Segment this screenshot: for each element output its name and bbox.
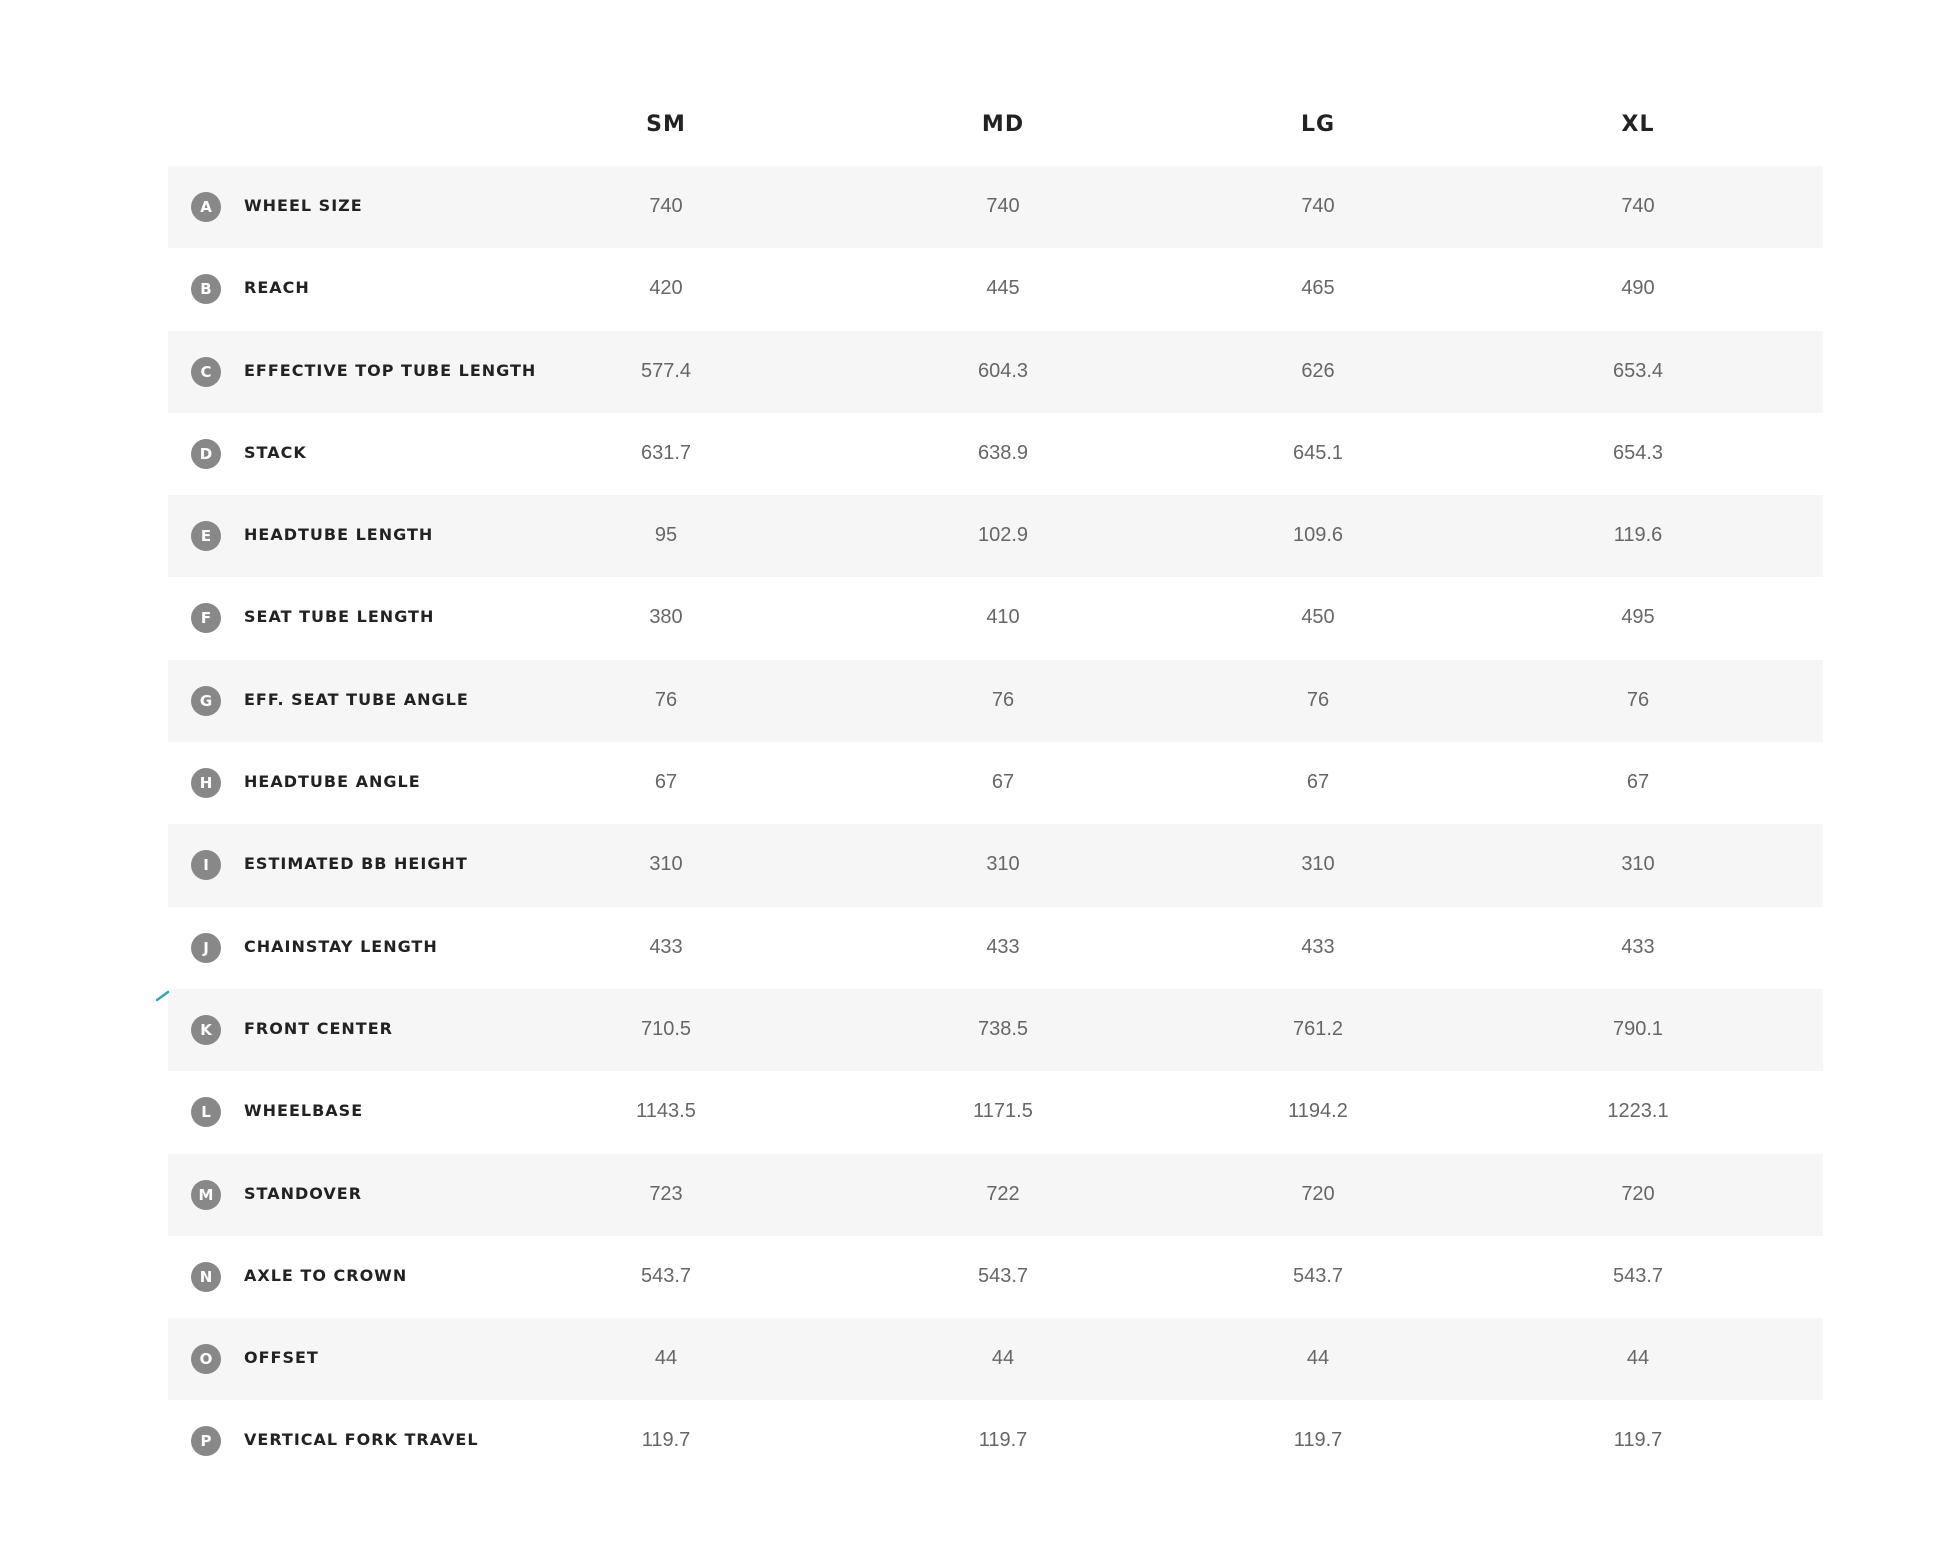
value-cell-lg: 465 [1301, 277, 1335, 300]
value-cell-xl: 1223.1 [1607, 1100, 1669, 1123]
column-header-md: MD [981, 112, 1025, 137]
value-cell-md: 119.7 [978, 1429, 1028, 1452]
row-letter-badge: K [191, 1015, 221, 1045]
column-header-lg: LG [1300, 112, 1336, 137]
value-cell-sm: 543.7 [640, 1264, 692, 1287]
value-cell-sm: 723 [649, 1182, 683, 1205]
value-cell-xl: 119.6 [1613, 524, 1663, 547]
value-cell-xl: 790.1 [1612, 1017, 1664, 1040]
table-row [168, 824, 1823, 906]
value-cell-md: 722 [986, 1182, 1020, 1205]
row-letter-badge: H [191, 768, 221, 798]
row-letter-badge: N [191, 1262, 221, 1292]
table-row [168, 331, 1823, 413]
row-label: OFFSET [244, 1348, 319, 1368]
table-row [168, 248, 1823, 330]
row-label: ESTIMATED BB HEIGHT [244, 854, 468, 874]
value-cell-lg: 761.2 [1292, 1017, 1344, 1040]
table-row [168, 989, 1823, 1071]
value-cell-xl: 44 [1626, 1347, 1650, 1370]
table-body [168, 166, 1823, 1483]
value-cell-xl: 67 [1626, 771, 1650, 794]
value-cell-sm: 1143.5 [636, 1100, 696, 1123]
row-letter-badge: B [191, 274, 221, 304]
value-cell-md: 433 [986, 935, 1020, 958]
value-cell-xl: 119.7 [1613, 1429, 1663, 1452]
value-cell-md: 44 [991, 1347, 1015, 1370]
value-cell-md: 543.7 [977, 1264, 1029, 1287]
column-header-sm: SM [646, 112, 686, 137]
value-cell-md: 604.3 [977, 359, 1029, 382]
value-cell-md: 1171.5 [973, 1100, 1033, 1123]
column-header-xl: XL [1621, 112, 1655, 137]
table-row [168, 1154, 1823, 1236]
value-cell-md: 76 [991, 688, 1015, 711]
value-cell-lg: 310 [1301, 853, 1335, 876]
value-cell-md: 738.5 [977, 1017, 1029, 1040]
value-cell-sm: 119.7 [641, 1429, 691, 1452]
value-cell-xl: 490 [1621, 277, 1655, 300]
row-letter-badge: G [191, 686, 221, 716]
row-letter-badge: O [191, 1344, 221, 1374]
table-row [168, 660, 1823, 742]
value-cell-lg: 44 [1306, 1347, 1330, 1370]
value-cell-xl: 433 [1621, 935, 1655, 958]
value-cell-lg: 740 [1301, 195, 1335, 217]
value-cell-lg: 645.1 [1292, 441, 1344, 464]
value-cell-lg: 450 [1301, 606, 1335, 629]
table-row [168, 577, 1823, 659]
value-cell-xl: 543.7 [1612, 1264, 1664, 1287]
row-letter-badge: I [191, 850, 221, 880]
row-label: WHEELBASE [244, 1101, 364, 1121]
table-row [168, 1400, 1823, 1482]
value-cell-lg: 119.7 [1293, 1429, 1343, 1452]
value-cell-md: 410 [986, 606, 1020, 629]
value-cell-sm: 433 [649, 935, 683, 958]
row-label: WHEEL SIZE [244, 196, 363, 215]
row-letter-badge: P [191, 1426, 221, 1456]
row-label: EFF. SEAT TUBE ANGLE [244, 689, 469, 709]
row-label: CHAINSTAY LENGTH [244, 936, 438, 956]
value-cell-sm: 67 [654, 771, 678, 794]
table-row [168, 166, 1823, 248]
value-cell-sm: 310 [649, 853, 683, 876]
value-cell-lg: 1194.2 [1288, 1100, 1348, 1123]
row-letter-badge: E [191, 521, 221, 551]
value-cell-lg: 626 [1301, 359, 1335, 382]
value-cell-sm: 44 [654, 1347, 678, 1370]
table-row [168, 1318, 1823, 1400]
value-cell-xl: 654.3 [1612, 441, 1664, 464]
value-cell-sm: 740 [649, 195, 683, 217]
row-label: STANDOVER [244, 1183, 363, 1203]
value-cell-md: 740 [986, 195, 1020, 217]
value-cell-lg: 109.6 [1292, 524, 1344, 547]
value-cell-md: 67 [991, 771, 1015, 794]
row-letter-badge: C [191, 357, 221, 387]
table-row [168, 413, 1823, 495]
geometry-table [168, 84, 1823, 1483]
value-cell-sm: 380 [649, 606, 683, 629]
value-cell-sm: 76 [654, 688, 678, 711]
value-cell-xl: 653.4 [1612, 359, 1664, 382]
value-cell-lg: 433 [1301, 935, 1335, 958]
row-letter-badge: A [191, 192, 221, 222]
value-cell-xl: 720 [1621, 1182, 1655, 1205]
table-row [168, 1236, 1823, 1318]
table-row [168, 495, 1823, 577]
value-cell-md: 310 [986, 853, 1020, 876]
value-cell-xl: 495 [1621, 606, 1655, 629]
table-row [168, 742, 1823, 824]
row-label: HEADTUBE LENGTH [244, 525, 434, 545]
row-label: REACH [244, 278, 310, 298]
value-cell-sm: 95 [654, 524, 678, 547]
row-label: HEADTUBE ANGLE [244, 772, 421, 792]
value-cell-lg: 76 [1306, 688, 1330, 711]
value-cell-md: 638.9 [977, 441, 1029, 464]
value-cell-sm: 631.7 [640, 441, 692, 464]
value-cell-sm: 710.5 [640, 1017, 692, 1040]
row-letter-badge: D [191, 439, 221, 469]
value-cell-sm: 420 [649, 277, 683, 300]
row-label: STACK [244, 442, 307, 462]
value-cell-md: 102.9 [977, 524, 1029, 547]
row-label: AXLE TO CROWN [244, 1265, 408, 1285]
table-row [168, 1071, 1823, 1153]
row-letter-badge: M [191, 1180, 221, 1210]
size-header-row [168, 84, 1823, 166]
row-label: EFFECTIVE TOP TUBE LENGTH [244, 360, 537, 380]
value-cell-xl: 310 [1621, 853, 1655, 876]
row-letter-badge: L [191, 1097, 221, 1127]
row-label: VERTICAL FORK TRAVEL [244, 1430, 479, 1450]
value-cell-lg: 720 [1301, 1182, 1335, 1205]
value-cell-lg: 543.7 [1292, 1264, 1344, 1287]
value-cell-lg: 67 [1306, 771, 1330, 794]
row-letter-badge: J [191, 933, 221, 963]
table-row [168, 907, 1823, 989]
value-cell-sm: 577.4 [640, 359, 692, 382]
row-letter-badge: F [191, 603, 221, 633]
row-label: SEAT TUBE LENGTH [244, 607, 435, 627]
accent-mark [156, 990, 170, 1002]
value-cell-md: 445 [986, 277, 1020, 300]
row-label: FRONT CENTER [244, 1018, 393, 1038]
value-cell-xl: 740 [1621, 195, 1655, 217]
value-cell-xl: 76 [1626, 688, 1650, 711]
